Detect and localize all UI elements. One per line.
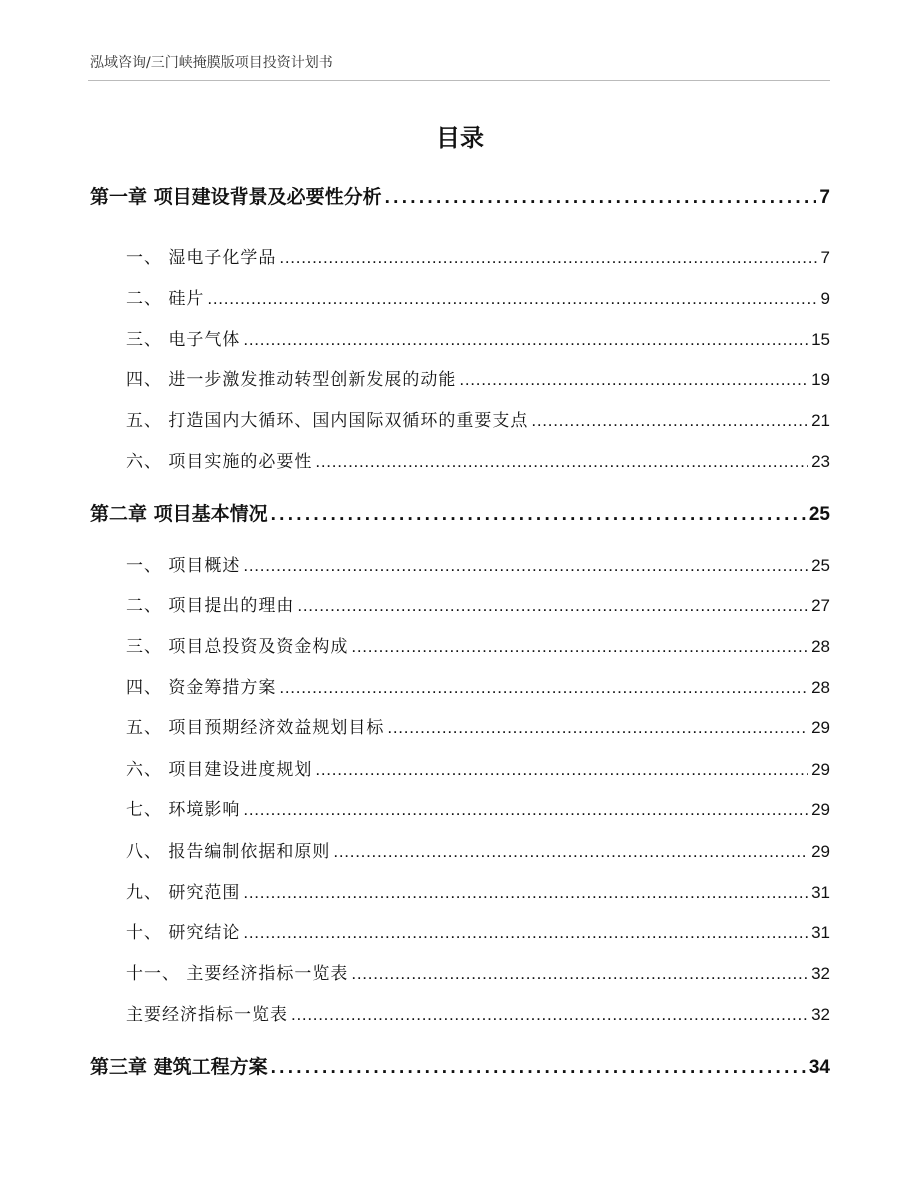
toc-page-number: 25 — [811, 556, 830, 575]
toc-section[interactable] — [126, 965, 830, 983]
toc-section[interactable] — [126, 761, 830, 779]
dot-leader — [351, 965, 808, 982]
dot-leader — [351, 638, 808, 655]
toc-page-number: 29 — [811, 842, 830, 861]
toc-page-number: 23 — [811, 452, 830, 471]
toc-section[interactable] — [126, 412, 830, 430]
toc-section[interactable] — [126, 249, 830, 267]
toc-page-number: 32 — [811, 1005, 830, 1024]
toc-entry-label: 三、 电子气体 — [126, 330, 241, 350]
toc-entry-label: 一、 项目概述 — [126, 556, 241, 576]
toc-entry-label: 二、 硅片 — [126, 289, 205, 309]
toc-page-number: 29 — [811, 718, 830, 737]
toc-section[interactable] — [126, 884, 830, 902]
toc-entry-label: 八、 报告编制依据和原则 — [126, 842, 331, 862]
header-divider — [88, 80, 830, 81]
toc-entry-label: 四、 资金筹措方案 — [126, 678, 277, 698]
toc-entry-label: 第二章 项目基本情况 — [90, 503, 268, 525]
toc-entry-label: 一、 湿电子化学品 — [126, 248, 277, 268]
toc-section[interactable] — [126, 924, 830, 942]
toc-page-number: 31 — [811, 923, 830, 942]
toc-page-number: 19 — [811, 370, 830, 389]
toc-page-number: 7 — [820, 248, 830, 267]
dot-leader — [531, 412, 808, 429]
toc-section[interactable] — [126, 801, 830, 819]
toc-section[interactable] — [126, 597, 830, 615]
toc-entry-label: 第三章 建筑工程方案 — [90, 1056, 268, 1078]
toc-entry-label: 十一、 主要经济指标一览表 — [126, 964, 349, 984]
toc-page-number: 32 — [811, 964, 830, 983]
toc-section[interactable] — [126, 453, 830, 471]
toc-entry-label: 主要经济指标一览表 — [126, 1005, 288, 1025]
toc-section[interactable] — [126, 843, 830, 861]
toc-entry-label: 十、 研究结论 — [126, 923, 241, 943]
toc-page-number: 9 — [820, 289, 830, 308]
toc-page-number: 7 — [819, 187, 830, 208]
dot-leader — [271, 505, 806, 524]
dot-leader — [387, 719, 808, 736]
dot-leader — [315, 761, 808, 778]
toc-section[interactable] — [126, 557, 830, 575]
dot-leader — [297, 597, 808, 614]
toc-entry-label: 七、 环境影响 — [126, 800, 241, 820]
toc-page-number: 21 — [811, 411, 830, 430]
dot-leader — [243, 331, 808, 348]
dot-leader — [333, 843, 808, 860]
toc-chapter-3[interactable] — [90, 1058, 830, 1077]
dot-leader — [279, 249, 817, 266]
dot-leader — [271, 1058, 806, 1077]
toc-page-number: 28 — [811, 637, 830, 656]
toc-section[interactable] — [126, 331, 830, 349]
toc-section[interactable] — [126, 638, 830, 656]
toc-entry-label: 五、 项目预期经济效益规划目标 — [126, 718, 385, 738]
dot-leader — [207, 290, 817, 307]
dot-leader — [291, 1006, 808, 1023]
dot-leader — [385, 188, 817, 207]
toc-section[interactable] — [126, 719, 830, 737]
dot-leader — [243, 557, 808, 574]
toc-section[interactable] — [126, 371, 830, 389]
toc-entry-label: 二、 项目提出的理由 — [126, 596, 295, 616]
toc-entry-label: 第一章 项目建设背景及必要性分析 — [90, 186, 382, 208]
toc-page-number: 28 — [811, 678, 830, 697]
toc-entry-label: 五、 打造国内大循环、国内国际双循环的重要支点 — [126, 411, 529, 431]
dot-leader — [279, 679, 808, 696]
toc-entry-label: 六、 项目建设进度规划 — [126, 760, 313, 780]
dot-leader — [243, 924, 808, 941]
toc-title: 目录 — [436, 124, 484, 152]
toc-section[interactable] — [126, 290, 830, 308]
toc-page-number: 29 — [811, 760, 830, 779]
toc-page-number: 31 — [811, 883, 830, 902]
dot-leader — [459, 371, 808, 388]
toc-entry-label: 三、 项目总投资及资金构成 — [126, 637, 349, 657]
toc-entry-label: 九、 研究范围 — [126, 883, 241, 903]
toc-chapter-2[interactable] — [90, 505, 830, 524]
running-header: 泓域咨询/三门峡掩膜版项目投资计划书 — [90, 55, 333, 71]
toc-entry-label: 六、 项目实施的必要性 — [126, 452, 313, 472]
toc-section[interactable] — [126, 679, 830, 697]
toc-page-number: 29 — [811, 800, 830, 819]
toc-entry-label: 四、 进一步激发推动转型创新发展的动能 — [126, 370, 457, 390]
dot-leader — [243, 884, 808, 901]
dot-leader — [315, 453, 808, 470]
dot-leader — [243, 801, 808, 818]
toc-chapter-1[interactable] — [90, 188, 830, 207]
toc-page-number: 25 — [808, 504, 830, 525]
toc-section[interactable] — [126, 1006, 830, 1024]
toc-page-number: 27 — [811, 596, 830, 615]
toc-page-number: 15 — [811, 330, 830, 349]
toc-page-number: 34 — [808, 1057, 830, 1078]
